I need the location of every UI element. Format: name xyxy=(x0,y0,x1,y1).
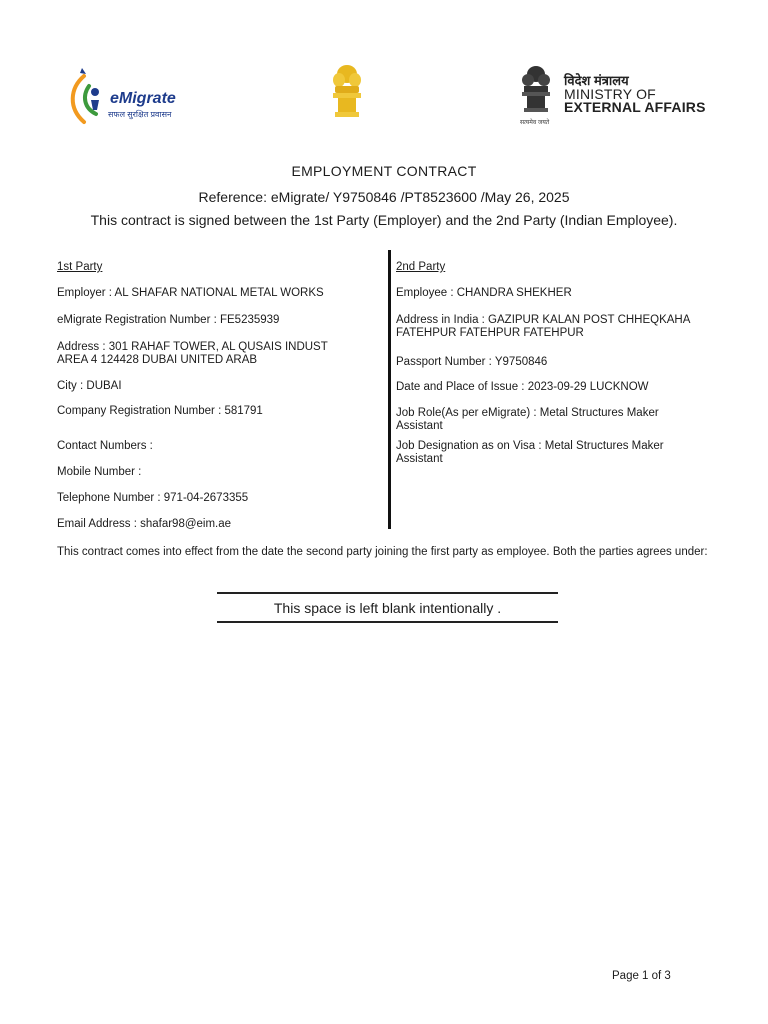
emigrate-tagline: सफल सुरक्षित प्रवासन xyxy=(108,110,172,119)
employee-address-line2: FATEHPUR FATEHPUR FATEHPUR xyxy=(396,327,584,339)
passport-number-field: Passport Number : Y9750846 xyxy=(396,356,548,368)
signed-between-line: This contract is signed between the 1st Party (Employer) and the 2nd Party (Indian Employee). xyxy=(90,212,678,228)
date-place-of-issue-field: Date and Place of Issue : 2023-09-29 LUCKNOW xyxy=(396,381,649,393)
column-divider xyxy=(388,250,391,529)
employer-address-line2: AREA 4 124428 DUBAI UNITED ARAB xyxy=(57,354,258,366)
mea-emblem-icon xyxy=(516,64,556,126)
effect-clause: This contract comes into effect from the date the second party joining the first party as employee. Both the parties agrees under: xyxy=(57,546,708,558)
company-registration-field: Company Registration Number : 581791 xyxy=(57,405,263,417)
page-number: Page 1 of 3 xyxy=(612,970,671,982)
mea-name-line1: MINISTRY OF xyxy=(564,86,656,102)
second-party-heading: 2nd Party xyxy=(396,261,446,273)
job-role-line2: Assistant xyxy=(396,420,443,432)
employee-address-line1: Address in India : GAZIPUR KALAN POST CHHEQKAHA xyxy=(396,314,691,326)
mea-motto: सत्यमेव जयते xyxy=(520,120,550,126)
email-address-field: Email Address : shafar98@eim.ae xyxy=(57,518,232,530)
emigrate-registration-field: eMigrate Registration Number : FE5235939 xyxy=(57,314,280,326)
reference-line: Reference: eMigrate/ Y9750846 /PT8523600 /May 26, 2025 xyxy=(198,189,570,205)
national-emblem-icon xyxy=(326,62,368,124)
blank-rule-bottom xyxy=(217,621,558,623)
blank-space-notice: This space is left blank intentionally . xyxy=(273,600,502,616)
city-field: City : DUBAI xyxy=(57,380,122,392)
mobile-number-field: Mobile Number : xyxy=(57,466,142,478)
blank-rule-top xyxy=(217,592,558,594)
document-title: EMPLOYMENT CONTRACT xyxy=(291,163,477,179)
job-designation-line2: Assistant xyxy=(396,453,443,465)
job-role-line1: Job Role(As per eMigrate) : Metal Structures Maker xyxy=(396,407,659,419)
mea-hindi-name: विदेश मंत्रालय xyxy=(564,73,629,88)
contact-numbers-label: Contact Numbers : xyxy=(57,440,153,452)
telephone-number-field: Telephone Number : 971-04-2673355 xyxy=(57,492,249,504)
employer-field: Employer : AL SHAFAR NATIONAL METAL WORKS xyxy=(57,287,324,299)
mea-name-line2: EXTERNAL AFFAIRS xyxy=(564,99,706,115)
emigrate-wordmark: eMigrate xyxy=(110,90,176,107)
first-party-heading: 1st Party xyxy=(57,261,103,273)
employee-field: Employee : CHANDRA SHEKHER xyxy=(396,287,572,299)
job-designation-line1: Job Designation as on Visa : Metal Structures Maker xyxy=(396,440,664,452)
employer-address-line1: Address : 301 RAHAF TOWER, AL QUSAIS INDUST xyxy=(57,341,328,353)
